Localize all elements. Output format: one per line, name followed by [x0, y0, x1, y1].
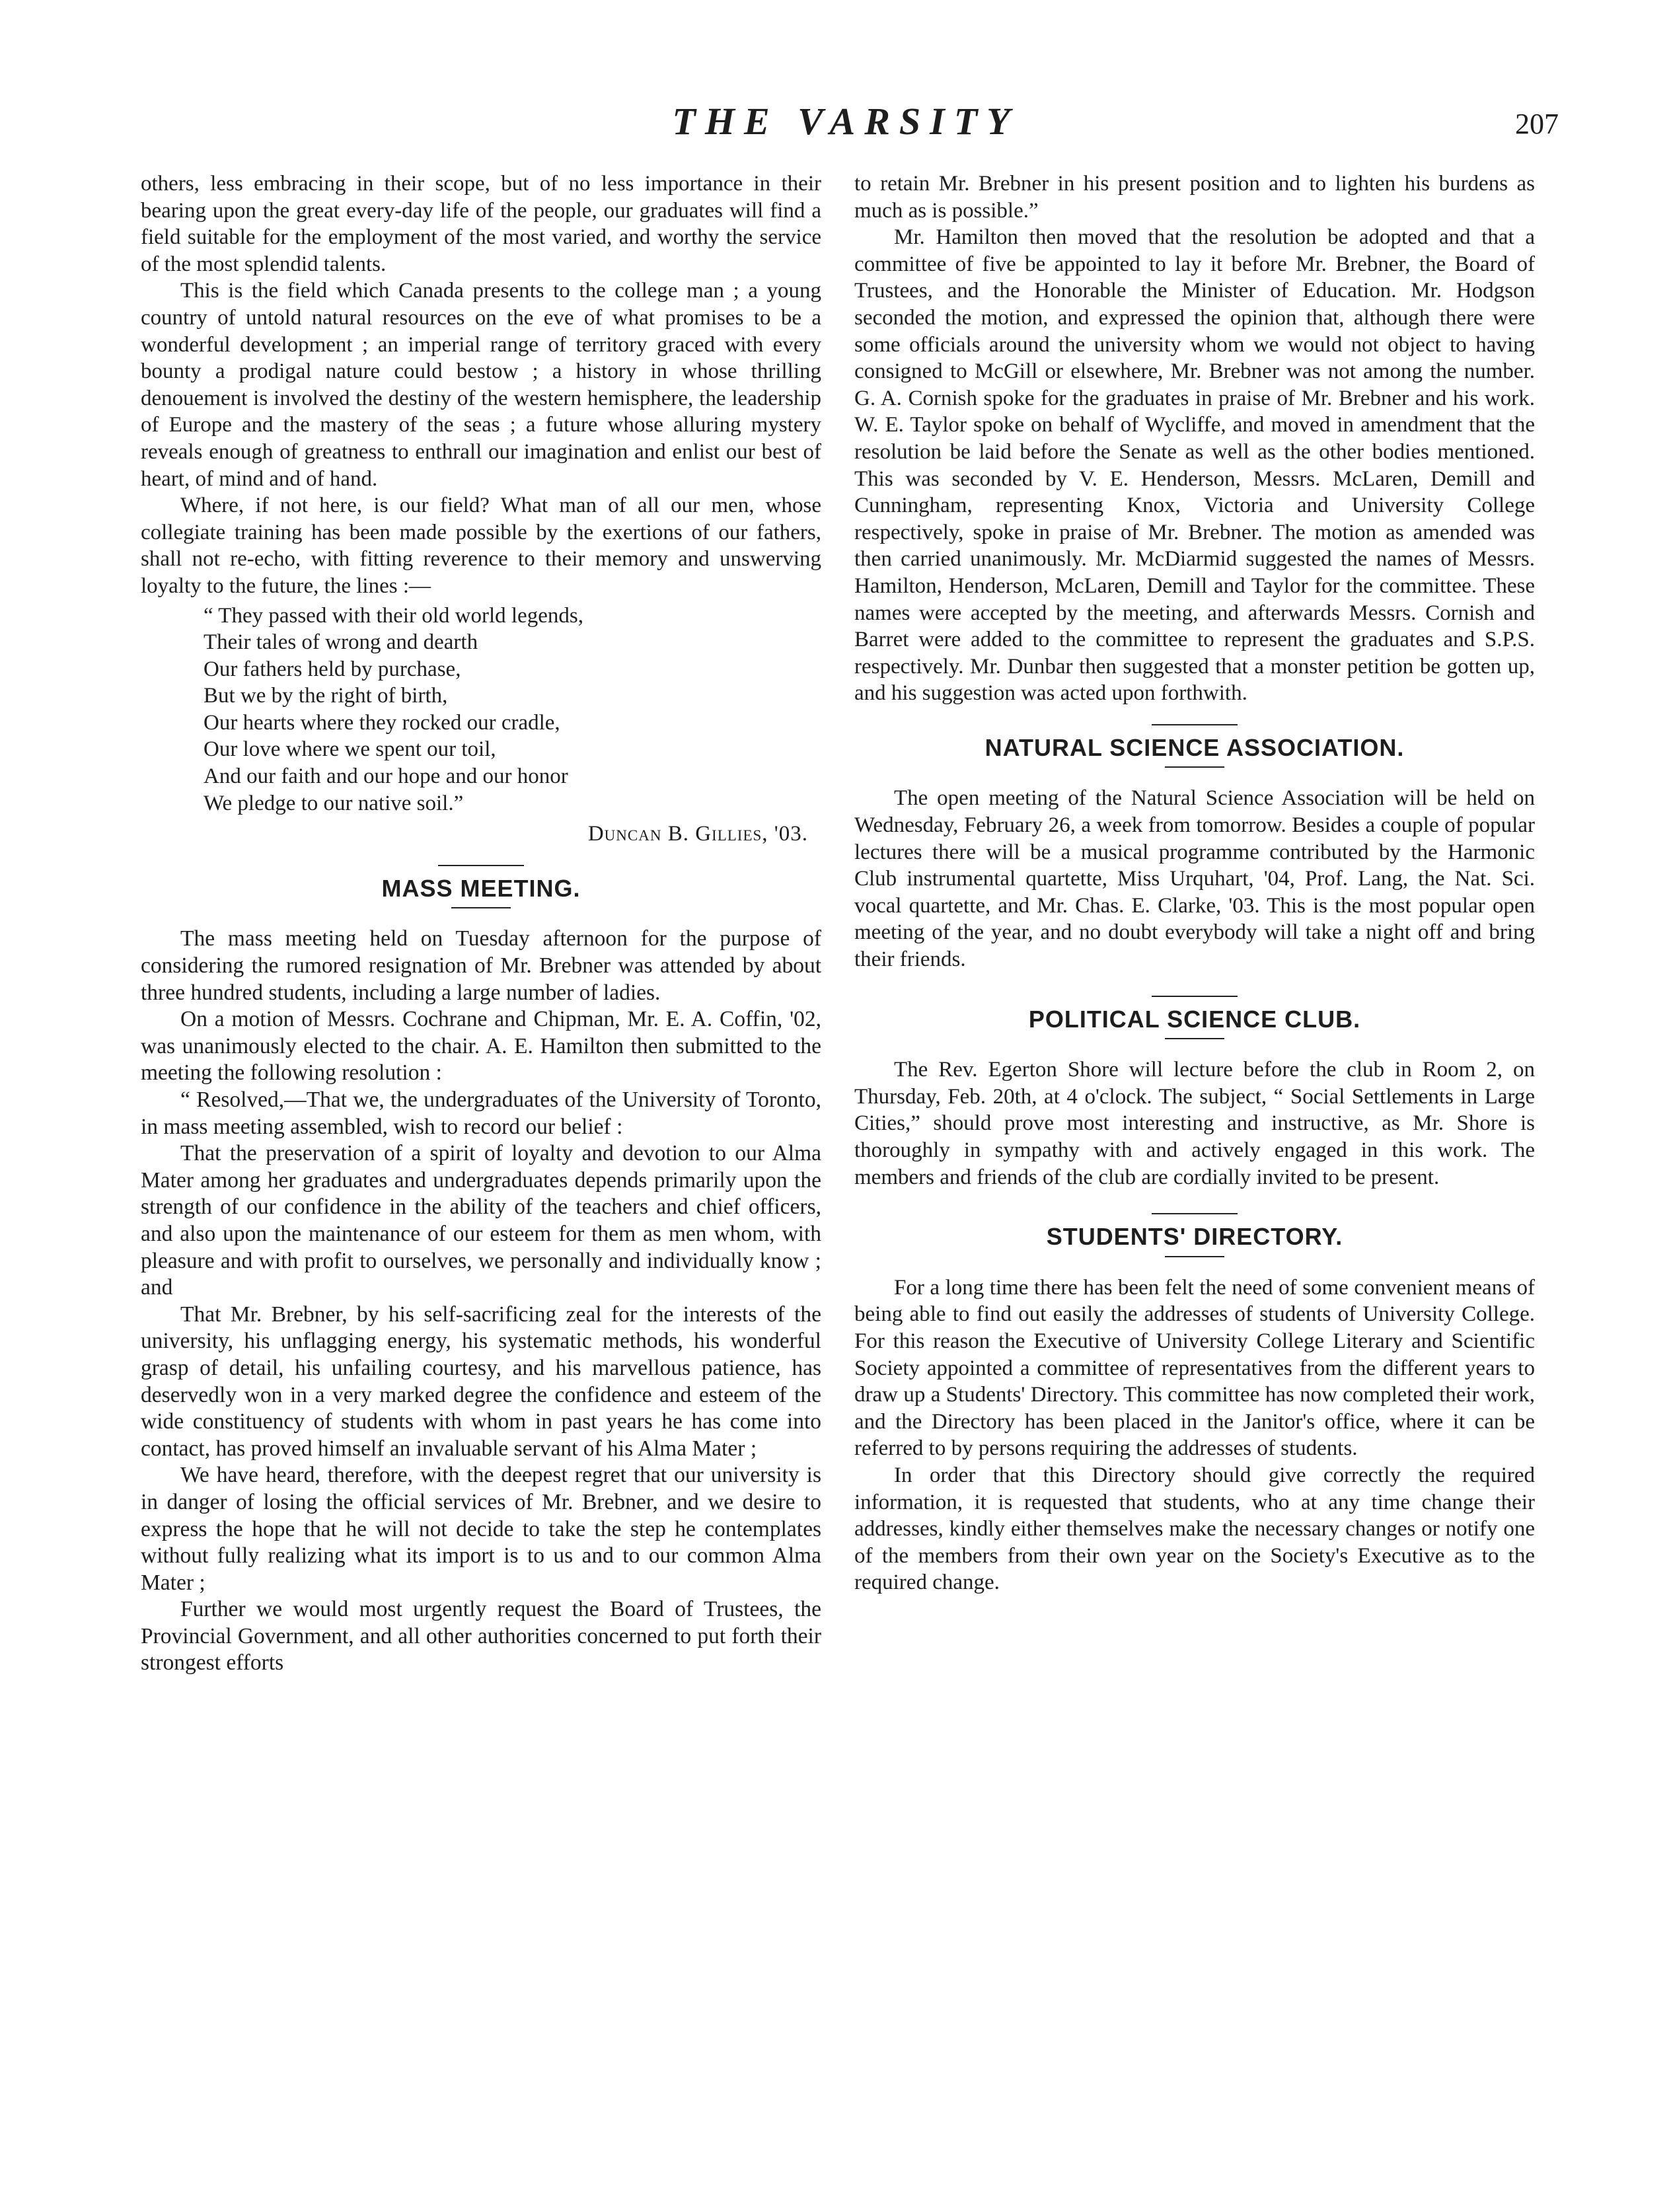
essay-paragraph: others, less embracing in their scope, but of no less importance in their bearing upon the great every-day life of the people, our graduates will find a field suitable for the employment of the most varied, and worthy the service of the most splendid talents.	[141, 172, 821, 276]
poem-line: Their tales of wrong and dearth	[204, 630, 478, 655]
resolution-paragraph: Further we would most urgently request the Board of Trustees, the Provincial Government, and all other authorities concerned to put forth their strongest efforts	[141, 1597, 821, 1676]
poem-line: “ They passed with their old world legends,	[204, 603, 583, 628]
resolution-paragraph: That the preservation of a spirit of loyalty and devotion to our Alma Mater among her graduates and undergraduates depends primarily upon the strength of our confidence in the ability of the teachers and chief officers, and also upon the maintenance of our esteem for them as men whom, with pleasure and with profit to ourselves, we personally and individually know ; and	[141, 1141, 821, 1300]
article-paragraph: to retain Mr. Brebner in his present position and to lighten his burdens as much as is possible.”	[854, 172, 1535, 223]
article-paragraph: On a motion of Messrs. Cochrane and Chipman, Mr. E. A. Coffin, '02, was unanimously elected to the chair. A. E. Hamilton then submitted to the meeting the following resolution :	[141, 1007, 821, 1086]
article-paragraph: The open meeting of the Natural Science Association will be held on Wednesday, February 26, a week from tomorrow. Besides a couple of popular lectures there will be a musical programme contributed by the Harmonic Club instrumental quartette, Miss Urquhart, '04, Prof. Lang, the Nat. Sci. vocal quartette, and Mr. Chas. E. Clarke, '03. This is the most popular open meeting of the year, and no doubt everybody will take a night off and bring their friends.	[854, 786, 1535, 972]
section-heading-mass-meeting: MASS MEETING.	[381, 874, 581, 902]
poem-line: Our hearts where they rocked our cradle,	[204, 710, 560, 735]
essay-paragraph: This is the field which Canada presents to the college man ; a young country of untold natural resources on the eve of what promises to be a wonderful development ; an imperial range of territory graced with every bounty a prodigal nature could bestow ; a history in whose thrilling denouement is involved the destiny of the western hemisphere, the leadership of Europe and the mastery of the seas ; a future whose alluring mystery reveals enough of greatness to enthrall our imagination and enlist our best of heart, of mind and of hand.	[141, 279, 821, 491]
article-paragraph: The Rev. Egerton Shore will lecture before the club in Room 2, on Thursday, Feb. 20th, at 4 o'clock. The subject, “ Social Settlements in Large Cities,” should prove most interesting and instructive, as Mr. Shore is thoroughly in sympathy with and actively engaged in this work. The members and friends of the club are cordially invited to be present.	[854, 1058, 1535, 1189]
resolution-paragraph: “ Resolved,—That we, the undergraduates of the University of Toronto, in mass meeting assembled, wish to record our belief :	[141, 1088, 821, 1139]
poem-line: Our fathers held by purchase,	[204, 657, 461, 681]
author-signature: Duncan B. Gillies, '03.	[587, 822, 808, 846]
resolution-paragraph: We have heard, therefore, with the deepest regret that our university is in danger of losing the official services of Mr. Brebner, and we desire to express the hope that he will not decide to take the step he contemplates without fully realizing what its import is to us and to our common Alma Mater ;	[141, 1463, 821, 1595]
right-column	[854, 170, 1535, 1596]
masthead	[0, 99, 1671, 152]
section-divider	[1152, 724, 1238, 725]
article-paragraph: The mass meeting held on Tuesday afternoon for the purpose of considering the rumored resignation of Mr. Brebner was attended by about three hundred students, including a large number of ladies.	[141, 926, 821, 1005]
section-divider	[1152, 1213, 1238, 1214]
article-paragraph: In order that this Directory should give correctly the required information, it is requested that students, who at any time change their addresses, kindly either themselves make the necessary changes or notify one of the members from their own year on the Society's Executive as to the required change.	[854, 1463, 1535, 1595]
section-heading-political-science: POLITICAL SCIENCE CLUB.	[1028, 1005, 1361, 1033]
section-divider	[1152, 996, 1238, 997]
page-number: 207	[1515, 108, 1559, 140]
article-paragraph: For a long time there has been felt the need of some convenient means of being able to find out easily the addresses of students of University College. For this reason the Executive of University College Literary and Scientific Society appointed a committee of representatives from the different years to draw up a Students' Directory. This committee has now completed their work, and the Directory has been placed in the Janitor's office, where it can be referred to by persons requiring the addresses of students.	[854, 1275, 1535, 1461]
poem-line: But we by the right of birth,	[204, 684, 448, 708]
poem-line: And our faith and our hope and our honor	[204, 764, 568, 789]
section-divider	[438, 865, 524, 866]
poem-line: Our love where we spent our toil,	[204, 737, 496, 762]
section-heading-natural-science: NATURAL SCIENCE ASSOCIATION.	[984, 733, 1405, 761]
article-paragraph: Mr. Hamilton then moved that the resolution be adopted and that a committee of five be appointed to lay it before Mr. Brebner, the Board of Trustees, and the Honorable the Minister of Education. Mr. Hodgson seconded the motion, and expressed the opinion that, although there were some officials around the university whom we would not object to having consigned to McGill or elsewhere, Mr. Brebner was not among the number. G. A. Cornish spoke for the graduates in praise of Mr. Brebner and his work. W. E. Taylor spoke on behalf of Wycliffe, and moved in amendment that the resolution be laid before the Senate as well as the other bodies mentioned. This was seconded by V. E. Henderson, Messrs. McLaren, Demill and Cunningham, representing Knox, Victoria and University College respectively, spoke in praise of Mr. Brebner. The motion as amended was then carried unanimously. Mr. McDiarmid suggested the names of Messrs. Hamilton, Henderson, McLaren, Demill and Taylor for the committee. These names were accepted by the meeting, and afterwards Messrs. Cornish and Barret were added to the committee to represent the graduates and S.P.S. respectively. Mr. Dunbar then suggested that a monster petition be gotten up, and his suggestion was acted upon forthwith.	[854, 225, 1535, 706]
resolution-paragraph: That Mr. Brebner, by his self-sacrificing zeal for the interests of the university, his unflagging energy, his systematic methods, his wonderful grasp of detail, his unfailing courtesy, and his marvellous patience, has deservedly won in a very marked degree the confidence and esteem of the wide constituency of students with whom in past years he has come into contact, has proved himself an invaluable servant of his Alma Mater ;	[141, 1302, 821, 1461]
publication-title: THE VARSITY	[672, 100, 1020, 143]
section-heading-students-directory: STUDENTS' DIRECTORY.	[1046, 1223, 1343, 1251]
essay-paragraph: Where, if not here, is our field? What man of all our men, whose collegiate training has been made possible by the exertions of our fathers, shall not re-echo, with fitting reverence to their memory and unswerving loyalty to the future, the lines :—	[141, 494, 821, 598]
poem-line: We pledge to our native soil.”	[204, 791, 464, 815]
left-column	[141, 170, 821, 1677]
poem	[141, 603, 821, 817]
